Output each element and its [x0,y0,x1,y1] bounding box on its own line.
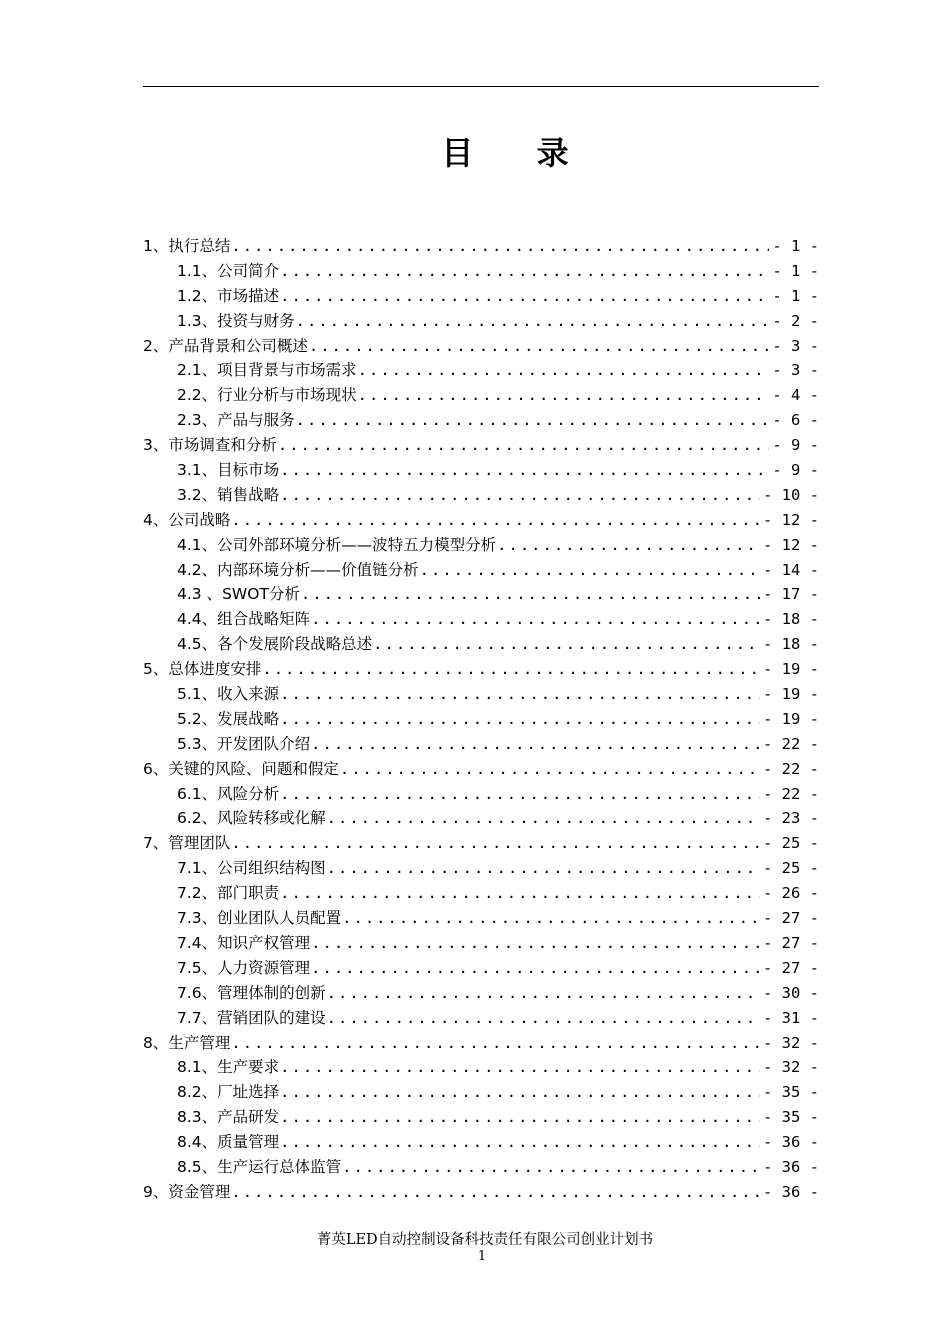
toc-entry-section[interactable] [143,259,819,284]
toc-dot-leader [342,1155,760,1180]
toc-page-number: - 27 - [763,933,819,952]
toc-dot-leader [311,956,760,981]
toc-entry-section[interactable] [143,782,819,807]
toc-entry-section[interactable] [143,881,819,906]
toc-page-number: - 12 - [763,510,819,529]
toc-page-number: - 25 - [763,834,819,853]
toc-page-number: - 1 - [772,237,819,255]
toc-entry-section[interactable] [143,483,819,508]
toc-entry-section[interactable] [143,1155,819,1180]
toc-entry-section[interactable] [143,806,819,831]
toc-entry-section[interactable] [143,1130,819,1155]
toc-entry-title: 6、关键的风险、问题和假定 [143,759,339,778]
toc-entry-section[interactable] [143,309,819,334]
toc-page-number: - 19 - [763,709,819,728]
toc-entry-section[interactable] [143,284,819,309]
toc-dot-leader [296,408,770,433]
toc-page-number: - 27 - [763,958,819,977]
toc-dot-leader [280,259,769,284]
toc-dot-leader [280,1055,760,1080]
toc-entry-title: 6.2、风险转移或化解 [177,809,326,828]
toc-entry-title: 1.3、投资与财务 [177,311,295,330]
toc-entry-title: 7.4、知识产权管理 [177,933,311,952]
toc-entry-title: 6.1、风险分析 [177,784,280,803]
toc-page-number: - 25 - [763,859,819,878]
toc-entry-section[interactable] [143,1006,819,1031]
toc-page-number: - 22 - [763,759,819,778]
toc-page-number: - 14 - [763,560,819,579]
toc-page-number: - 35 - [763,1083,819,1102]
toc-entry-chapter[interactable] [143,1031,819,1056]
toc-entry-title: 7.3、创业团队人员配置 [177,909,342,928]
toc-dot-leader [280,782,760,807]
toc-page-number: - 30 - [763,983,819,1002]
toc-entry-section[interactable] [143,533,819,558]
toc-dot-leader [311,607,760,632]
toc-dot-leader [342,906,760,931]
toc-entry-section[interactable] [143,707,819,732]
table-of-contents [143,234,819,1205]
toc-entry-title: 5.3、开发团队介绍 [177,734,311,753]
toc-entry-title: 2、产品背景和公司概述 [143,336,308,355]
toc-dot-leader [231,831,760,856]
toc-dot-leader [373,632,760,657]
toc-entry-title: 1.1、公司简介 [177,261,280,280]
toc-entry-title: 3、市场调查和分析 [143,436,277,455]
toc-page-number: - 36 - [763,1133,819,1152]
toc-dot-leader [327,856,760,881]
toc-entry-section[interactable] [143,906,819,931]
toc-page-number: - 36 - [763,1182,819,1201]
toc-dot-leader [231,1180,760,1205]
toc-dot-leader [278,433,769,458]
toc-dot-leader [231,1031,760,1056]
toc-dot-leader [280,458,769,483]
toc-entry-chapter[interactable] [143,757,819,782]
toc-dot-leader [231,508,760,533]
toc-entry-title: 7.7、营销团队的建设 [177,1008,326,1027]
toc-dot-leader [296,309,770,334]
toc-dot-leader [280,284,769,309]
toc-dot-leader [358,383,770,408]
toc-dot-leader [327,981,760,1006]
toc-page-number: - 3 - [772,361,819,380]
toc-entry-title: 7.2、部门职责 [177,884,280,903]
toc-page-number: - 9 - [772,461,819,480]
toc-page-number: - 9 - [772,436,819,455]
toc-page-number: - 19 - [763,685,819,704]
toc-entry-title: 2.3、产品与服务 [177,411,295,430]
toc-entry-title: 8.5、生产运行总体监管 [177,1157,342,1176]
toc-page-number: - 17 - [763,585,819,604]
toc-page-number: - 1 - [772,261,819,280]
toc-entry-title: 7.5、人力资源管理 [177,958,311,977]
toc-entry-chapter[interactable] [143,334,819,359]
toc-entry-section[interactable] [143,408,819,433]
toc-entry-section[interactable] [143,682,819,707]
toc-dot-leader [280,881,760,906]
toc-dot-leader [327,1006,760,1031]
toc-dot-leader [327,806,760,831]
toc-page-number: - 22 - [763,734,819,753]
toc-dot-leader [309,334,769,359]
toc-dot-leader [301,582,760,607]
header-rule [143,86,819,87]
toc-entry-section[interactable] [143,1055,819,1080]
toc-page-number: - 27 - [763,909,819,928]
toc-entry-title: 2.1、项目背景与市场需求 [177,361,357,380]
toc-entry-section[interactable] [143,732,819,757]
toc-page-number: - 26 - [763,884,819,903]
toc-entry-title: 1.2、市场描述 [177,286,280,305]
toc-page-number: - 22 - [763,784,819,803]
toc-entry-title: 3.2、销售战略 [177,485,280,504]
toc-page-number: - 12 - [763,535,819,554]
toc-dot-leader [262,657,760,682]
toc-dot-leader [420,558,760,583]
toc-entry-title: 8.4、质量管理 [177,1133,280,1152]
toc-entry-section[interactable] [143,458,819,483]
toc-dot-leader [231,234,769,259]
toc-page-number: - 18 - [763,635,819,654]
toc-dot-leader [311,931,760,956]
toc-page-number: - 4 - [772,386,819,405]
toc-page-number: - 35 - [763,1108,819,1127]
toc-page-number: - 32 - [763,1058,819,1077]
toc-dot-leader [280,483,760,508]
toc-entry-title: 4.1、公司外部环境分析——波特五力模型分析 [177,535,497,554]
toc-entry-title: 3.1、目标市场 [177,461,280,480]
toc-dot-leader [280,682,760,707]
toc-page-number: - 1 - [772,286,819,305]
toc-dot-leader [280,1105,760,1130]
toc-entry-section[interactable] [143,931,819,956]
toc-page-number: - 10 - [763,485,819,504]
toc-entry-section[interactable] [143,956,819,981]
toc-page-number: - 18 - [763,610,819,629]
toc-dot-leader [497,533,760,558]
toc-entry-title: 4.3 、SWOT分析 [177,585,300,604]
toc-entry-title: 8.3、产品研发 [177,1108,280,1127]
toc-page-number: - 3 - [772,336,819,355]
toc-page-number: - 2 - [772,311,819,330]
toc-entry-title: 5.1、收入来源 [177,685,280,704]
toc-entry-title: 7.1、公司组织结构图 [177,859,326,878]
toc-dot-leader [280,1080,760,1105]
toc-page-number: - 19 - [763,660,819,679]
toc-entry-title: 7.6、管理体制的创新 [177,983,326,1002]
toc-entry-title: 9、资金管理 [143,1182,231,1201]
toc-page-number: - 23 - [763,809,819,828]
toc-entry-section[interactable] [143,607,819,632]
toc-dot-leader [358,358,770,383]
toc-entry-title: 8.2、厂址选择 [177,1083,280,1102]
toc-entry-title: 8.1、生产要求 [177,1058,280,1077]
toc-entry-chapter[interactable] [143,433,819,458]
page-title: 目 录 [441,134,595,172]
toc-entry-section[interactable] [143,358,819,383]
toc-entry-title: 4.5、各个发展阶段战略总述 [177,635,373,654]
toc-entry-section[interactable] [143,582,819,607]
footer-text: 菁英LED自动控制设备科技责任有限公司创业计划书 [316,1232,654,1248]
toc-entry-title: 2.2、行业分析与市场现状 [177,386,357,405]
toc-entry-section[interactable] [143,981,819,1006]
toc-entry-chapter[interactable] [143,234,819,259]
toc-entry-chapter[interactable] [143,508,819,533]
toc-entry-section[interactable] [143,1105,819,1130]
toc-entry-chapter[interactable] [143,1180,819,1205]
footer-page-number: 1 [477,1249,487,1264]
toc-entry-section[interactable] [143,383,819,408]
toc-entry-title: 4.4、组合战略矩阵 [177,610,311,629]
toc-entry-section[interactable] [143,856,819,881]
toc-page-number: - 6 - [772,411,819,430]
toc-entry-title: 8、生产管理 [143,1033,231,1052]
toc-dot-leader [280,707,760,732]
toc-entry-title: 4、公司战略 [143,510,231,529]
toc-entry-chapter[interactable] [143,657,819,682]
toc-entry-section[interactable] [143,1080,819,1105]
toc-page-number: - 31 - [763,1008,819,1027]
toc-entry-title: 5、总体进度安排 [143,660,262,679]
toc-dot-leader [311,732,760,757]
toc-entry-section[interactable] [143,632,819,657]
toc-entry-section[interactable] [143,558,819,583]
toc-entry-title: 5.2、发展战略 [177,709,280,728]
toc-entry-chapter[interactable] [143,831,819,856]
toc-entry-title: 4.2、内部环境分析——价值链分析 [177,560,419,579]
toc-entry-title: 7、管理团队 [143,834,231,853]
toc-page-number: - 32 - [763,1033,819,1052]
toc-page-number: - 36 - [763,1157,819,1176]
toc-dot-leader [340,757,760,782]
toc-dot-leader [280,1130,760,1155]
toc-entry-title: 1、执行总结 [143,237,231,255]
